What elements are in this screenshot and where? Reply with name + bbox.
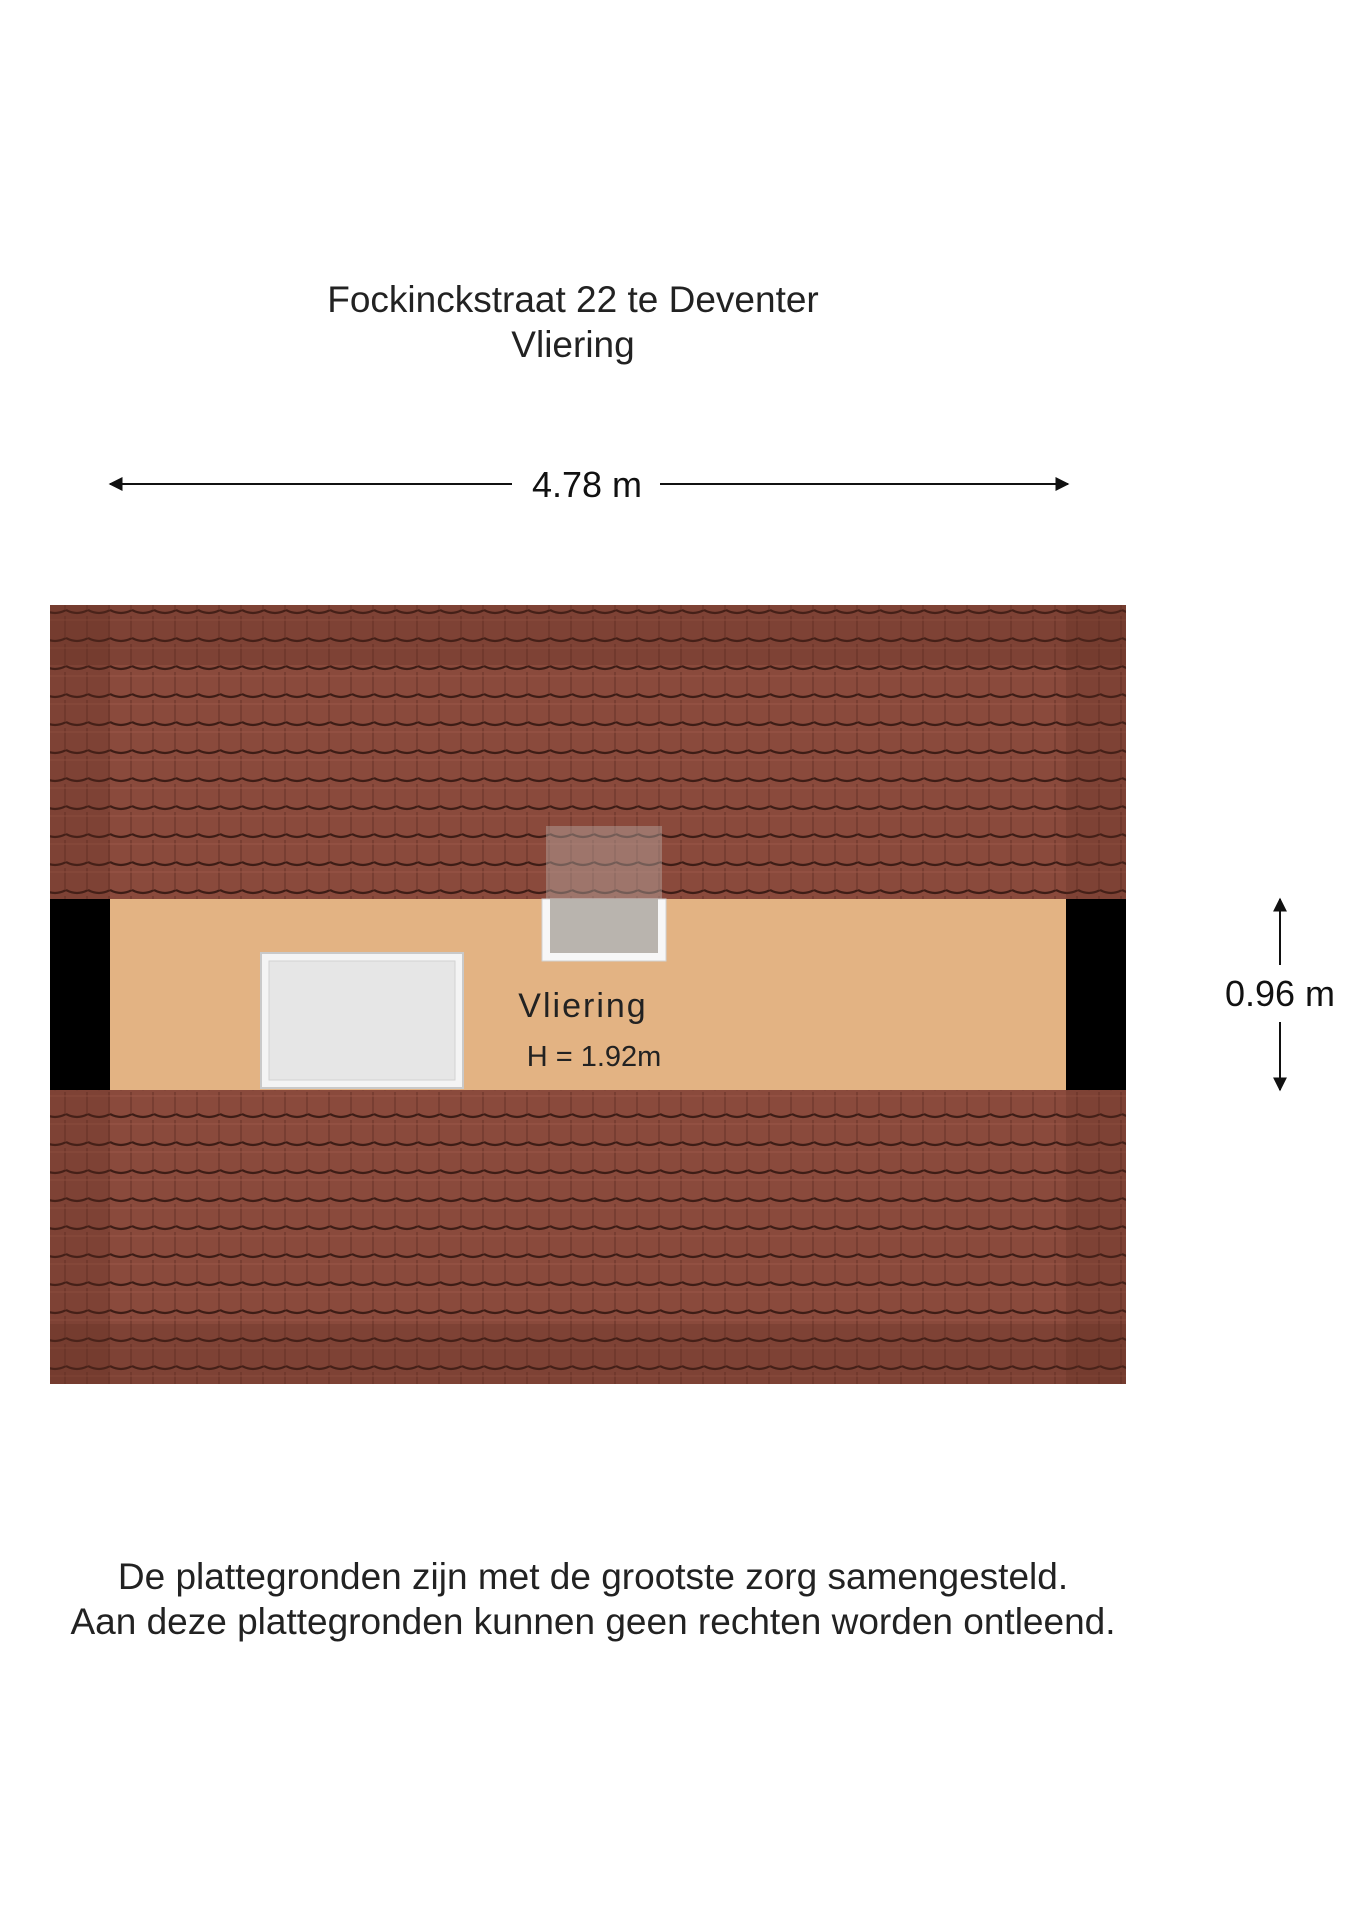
loft-hatch [542,899,666,961]
right-wall [1066,899,1126,1090]
floor-name: Vliering [511,324,635,365]
depth-dimension [1225,899,1335,1090]
left-wall [50,899,110,1090]
plan-title: Fockinckstraat 22 te Deventer [327,279,819,320]
width-dimension-label: 4.78 m [531,464,643,505]
room-name: Vliering [518,987,648,1025]
disclaimer-line-1: De plattegronden zijn met de grootste zorg samengesteld. [117,1556,1069,1597]
depth-dimension-label: 0.96 m [1224,973,1336,1014]
skylight [261,953,463,1088]
roof-bottom [50,1090,1126,1384]
width-dimension [110,464,1068,505]
disclaimer-line-2: Aan deze plattegronden kunnen geen rechten worden ontleend. [70,1601,1116,1642]
room-height: H = 1.92m [526,1041,662,1073]
